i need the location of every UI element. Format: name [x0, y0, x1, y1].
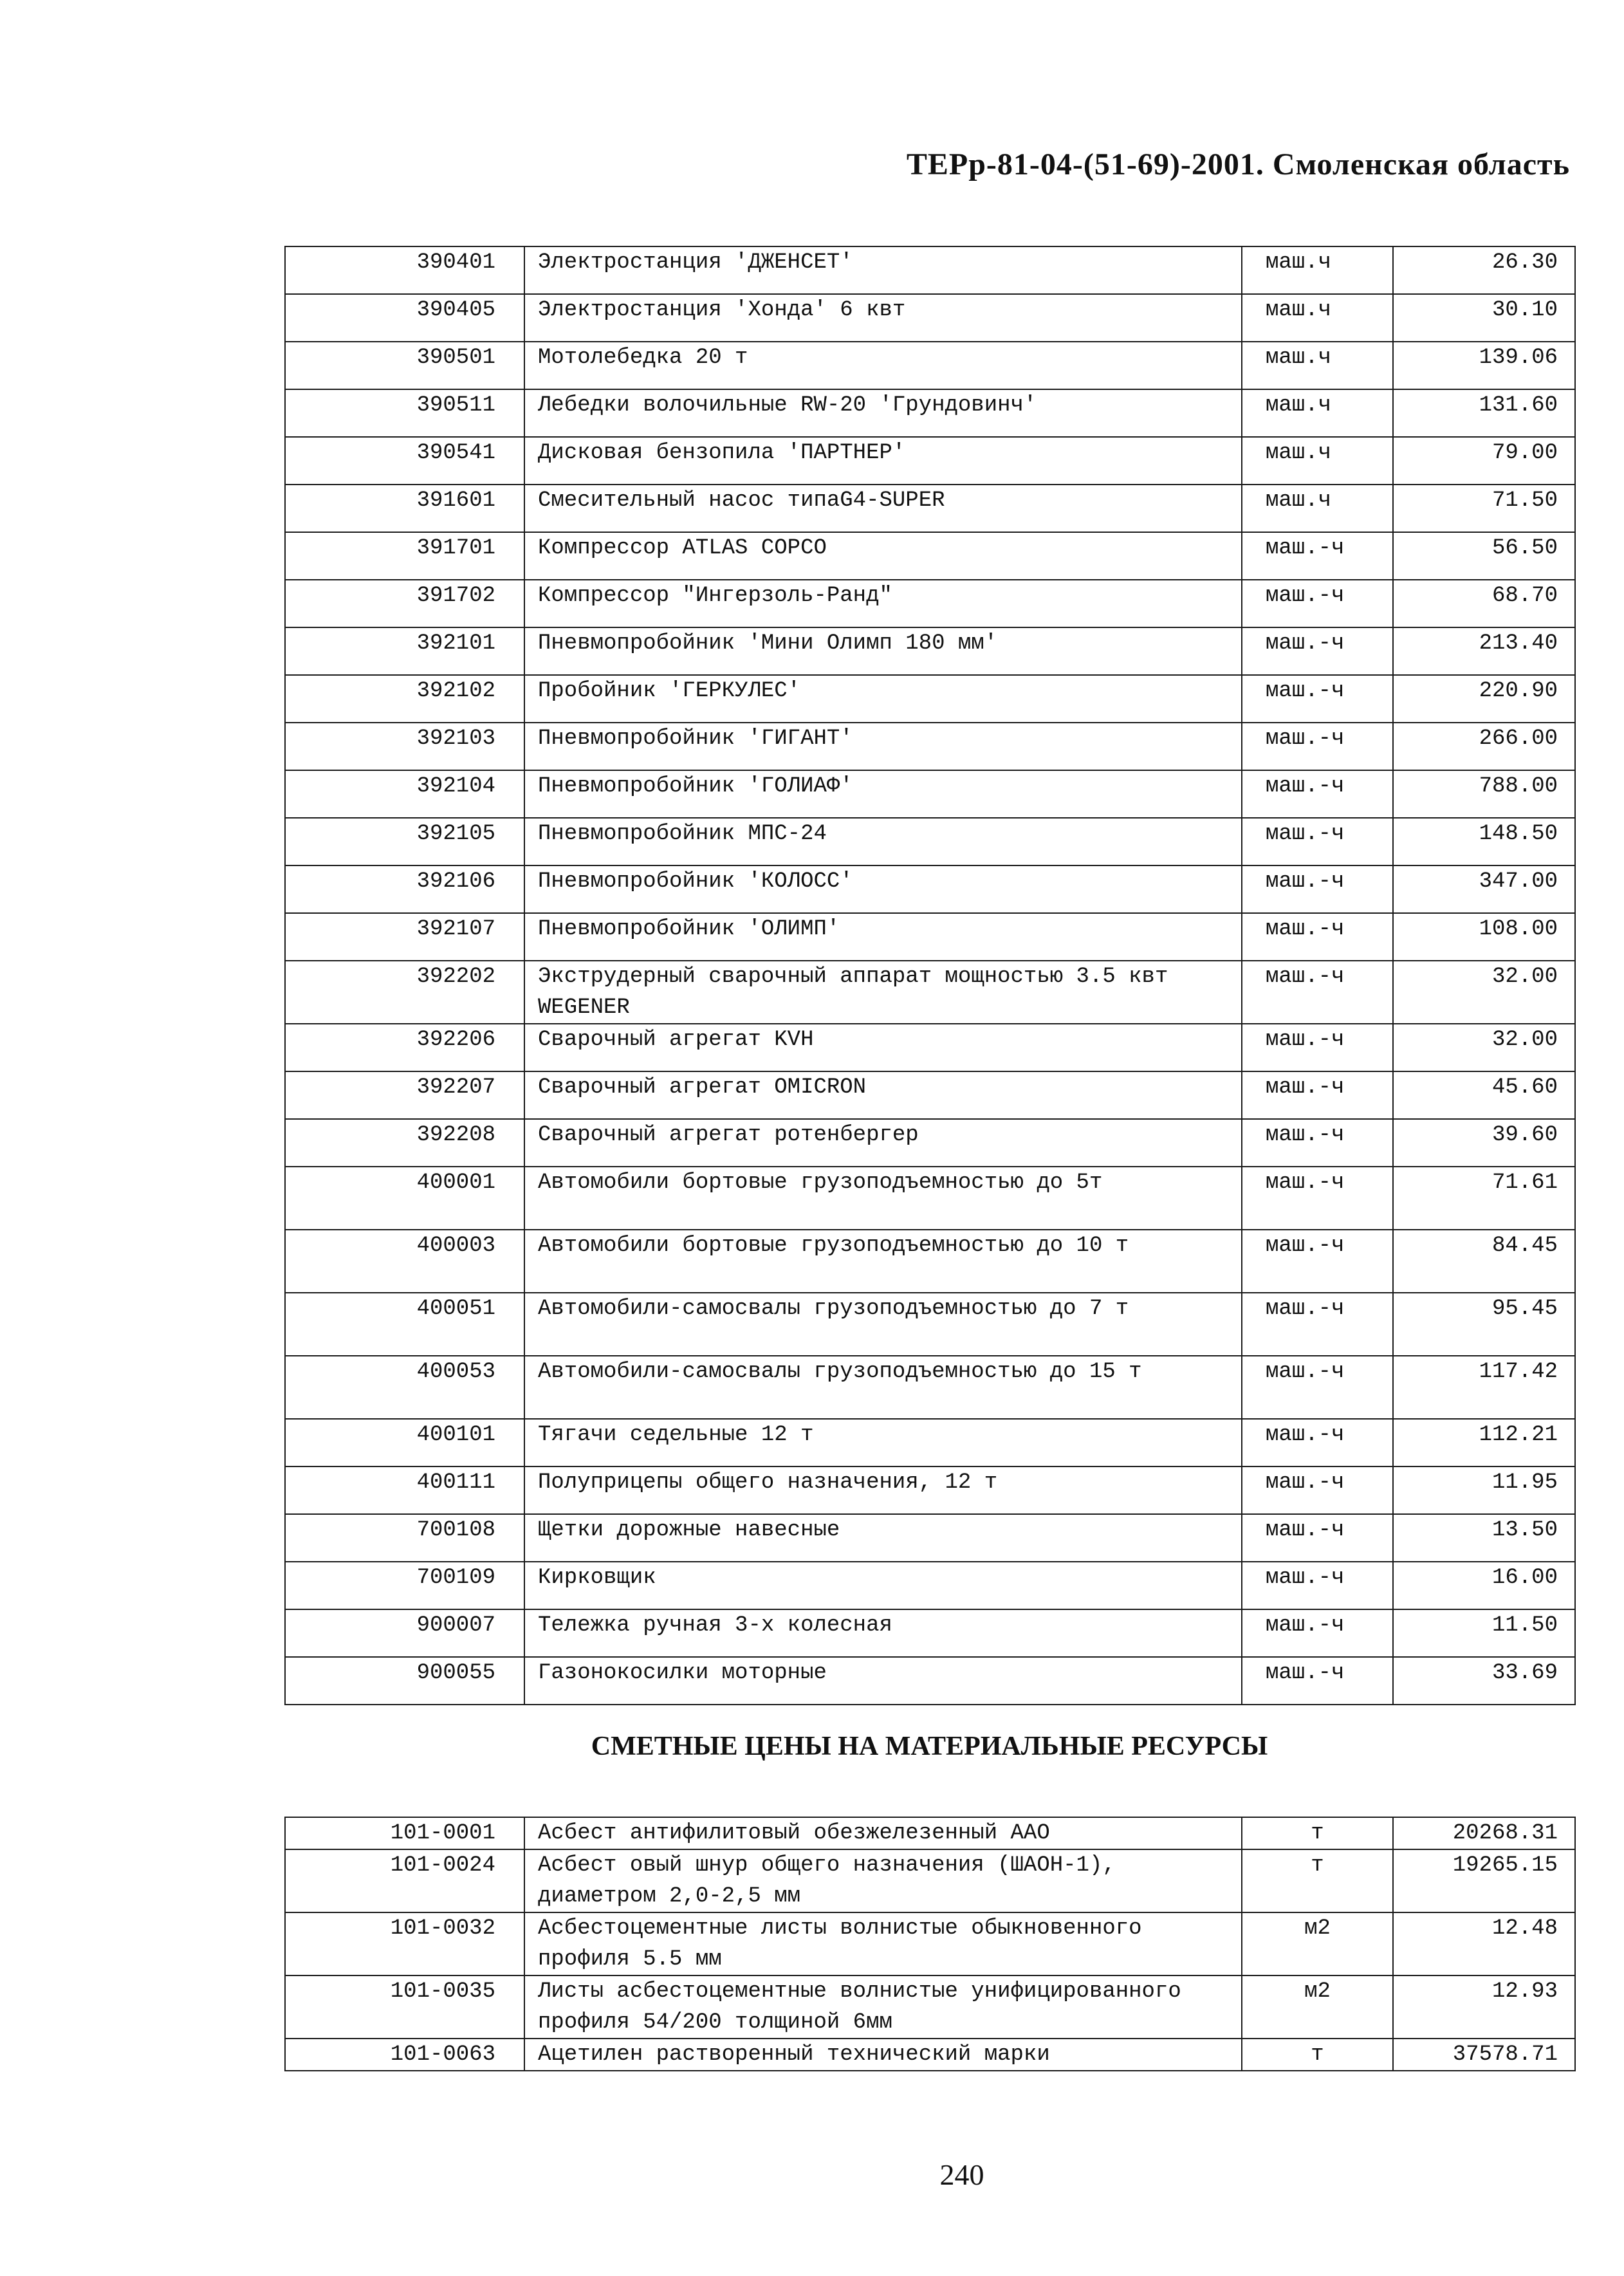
row-code: 390501 — [285, 342, 524, 389]
row-price: 33.69 — [1393, 1657, 1575, 1705]
row-unit: маш.-ч — [1242, 1024, 1393, 1071]
machines-price-table — [284, 246, 1576, 1705]
table-row — [285, 1466, 1575, 1514]
table-row — [285, 1514, 1575, 1562]
row-price: 26.30 — [1393, 246, 1575, 294]
row-unit: маш.-ч — [1242, 627, 1393, 675]
row-unit: маш.-ч — [1242, 961, 1393, 1024]
table-row — [285, 437, 1575, 485]
row-unit: маш.ч — [1242, 389, 1393, 437]
row-price: 12.93 — [1393, 1975, 1575, 2039]
row-name: Пневмопробойник 'ГОЛИАФ' — [524, 770, 1242, 818]
table-row — [285, 1562, 1575, 1609]
page-number: 240 — [939, 2158, 984, 2191]
row-unit: маш.-ч — [1242, 1609, 1393, 1657]
row-unit: маш.-ч — [1242, 1356, 1393, 1419]
row-unit: маш.-ч — [1242, 1562, 1393, 1609]
row-code: 392105 — [285, 818, 524, 865]
row-name: Автомобили-самосвалы грузоподъемностью до 7 т — [524, 1293, 1242, 1356]
row-name: Автомобили бортовые грузоподъемностью до 5т — [524, 1167, 1242, 1230]
row-code: 392206 — [285, 1024, 524, 1071]
row-code: 392107 — [285, 913, 524, 961]
table-row — [285, 532, 1575, 580]
row-code: 700108 — [285, 1514, 524, 1562]
row-unit: маш.ч — [1242, 485, 1393, 532]
row-price: 11.95 — [1393, 1466, 1575, 1514]
row-name: Мотолебедка 20 т — [524, 342, 1242, 389]
row-unit: маш.-ч — [1242, 1230, 1393, 1293]
row-price: 16.00 — [1393, 1562, 1575, 1609]
table-row — [285, 1071, 1575, 1119]
row-price: 11.50 — [1393, 1609, 1575, 1657]
materials-price-table — [284, 1817, 1576, 2071]
document-header: ТЕРр-81-04-(51-69)-2001. Смоленская область — [906, 147, 1570, 181]
row-code: 400111 — [285, 1466, 524, 1514]
row-code: 400001 — [285, 1167, 524, 1230]
table-row — [285, 1024, 1575, 1071]
row-code: 900055 — [285, 1657, 524, 1705]
row-name: Сварочный агрегат ротенбергер — [524, 1119, 1242, 1167]
row-name: Тележка ручная 3-х колесная — [524, 1609, 1242, 1657]
row-price: 95.45 — [1393, 1293, 1575, 1356]
row-unit: маш.-ч — [1242, 1466, 1393, 1514]
row-unit: маш.ч — [1242, 294, 1393, 342]
row-price: 266.00 — [1393, 723, 1575, 770]
row-price: 12.48 — [1393, 1912, 1575, 1975]
row-unit: маш.-ч — [1242, 818, 1393, 865]
row-price: 68.70 — [1393, 580, 1575, 627]
row-code: 101-0001 — [285, 1817, 524, 1849]
row-name: Асбест овый шнур общего назначения (ШАОН-1), диаметром 2,0-2,5 мм — [524, 1849, 1242, 1912]
row-name: Лебедки волочильные RW-20 'Грундовинч' — [524, 389, 1242, 437]
row-code: 392208 — [285, 1119, 524, 1167]
row-name: Компрессор "Ингерзоль-Ранд" — [524, 580, 1242, 627]
table-row — [285, 294, 1575, 342]
row-code: 101-0063 — [285, 2039, 524, 2071]
row-price: 71.50 — [1393, 485, 1575, 532]
row-price: 148.50 — [1393, 818, 1575, 865]
row-price: 71.61 — [1393, 1167, 1575, 1230]
row-code: 101-0035 — [285, 1975, 524, 2039]
row-unit: маш.-ч — [1242, 770, 1393, 818]
table-row — [285, 342, 1575, 389]
table-row — [285, 1817, 1575, 1849]
row-unit: маш.-ч — [1242, 1293, 1393, 1356]
row-price: 45.60 — [1393, 1071, 1575, 1119]
table-row — [285, 1119, 1575, 1167]
row-price: 84.45 — [1393, 1230, 1575, 1293]
row-price: 117.42 — [1393, 1356, 1575, 1419]
table-row — [285, 580, 1575, 627]
row-name: Дисковая бензопила 'ПАРТНЕР' — [524, 437, 1242, 485]
row-code: 392207 — [285, 1071, 524, 1119]
row-code: 391601 — [285, 485, 524, 532]
row-unit: м2 — [1242, 1912, 1393, 1975]
row-name: Кирковщик — [524, 1562, 1242, 1609]
row-unit: маш.-ч — [1242, 1514, 1393, 1562]
table-row — [285, 1356, 1575, 1419]
row-price: 20268.31 — [1393, 1817, 1575, 1849]
table-row — [285, 1609, 1575, 1657]
row-unit: маш.ч — [1242, 342, 1393, 389]
row-name: Электростанция 'ДЖЕНСЕТ' — [524, 246, 1242, 294]
section-title: СМЕТНЫЕ ЦЕНЫ НА МАТЕРИАЛЬНЫЕ РЕСУРСЫ — [591, 1732, 1268, 1761]
row-unit: т — [1242, 1849, 1393, 1912]
row-price: 32.00 — [1393, 961, 1575, 1024]
row-price: 32.00 — [1393, 1024, 1575, 1071]
table-row — [285, 770, 1575, 818]
row-code: 391701 — [285, 532, 524, 580]
row-unit: маш.-ч — [1242, 723, 1393, 770]
row-code: 390405 — [285, 294, 524, 342]
row-name: Ацетилен растворенный технический марки — [524, 2039, 1242, 2071]
row-code: 392202 — [285, 961, 524, 1024]
row-name: Электростанция 'Хонда' 6 квт — [524, 294, 1242, 342]
table-row — [285, 961, 1575, 1024]
table-row — [285, 1849, 1575, 1912]
row-name: Пневмопробойник 'КОЛОСС' — [524, 865, 1242, 913]
table-row — [285, 675, 1575, 723]
table-row — [285, 627, 1575, 675]
row-unit: т — [1242, 1817, 1393, 1849]
table-row — [285, 1975, 1575, 2039]
row-code: 390511 — [285, 389, 524, 437]
row-code: 700109 — [285, 1562, 524, 1609]
row-name: Сварочный агрегат OMICRON — [524, 1071, 1242, 1119]
row-name: Автомобили бортовые грузоподъемностью до 10 т — [524, 1230, 1242, 1293]
row-price: 108.00 — [1393, 913, 1575, 961]
row-code: 392101 — [285, 627, 524, 675]
row-unit: маш.-ч — [1242, 1419, 1393, 1466]
table-row — [285, 246, 1575, 294]
row-name: Пневмопробойник 'ГИГАНТ' — [524, 723, 1242, 770]
row-price: 13.50 — [1393, 1514, 1575, 1562]
row-code: 390401 — [285, 246, 524, 294]
row-code: 392103 — [285, 723, 524, 770]
row-price: 220.90 — [1393, 675, 1575, 723]
row-name: Тягачи седельные 12 т — [524, 1419, 1242, 1466]
row-unit: маш.-ч — [1242, 532, 1393, 580]
table-row — [285, 913, 1575, 961]
row-name: Автомобили-самосвалы грузоподъемностью до 15 т — [524, 1356, 1242, 1419]
row-price: 39.60 — [1393, 1119, 1575, 1167]
row-code: 400101 — [285, 1419, 524, 1466]
row-code: 391702 — [285, 580, 524, 627]
table-row — [285, 1230, 1575, 1293]
row-code: 400053 — [285, 1356, 524, 1419]
row-name: Компрессор ATLAS COPCO — [524, 532, 1242, 580]
row-price: 30.10 — [1393, 294, 1575, 342]
table-row — [285, 1657, 1575, 1705]
table-row — [285, 865, 1575, 913]
table-row — [285, 1293, 1575, 1356]
row-price: 213.40 — [1393, 627, 1575, 675]
row-price: 79.00 — [1393, 437, 1575, 485]
row-price: 112.21 — [1393, 1419, 1575, 1466]
row-code: 400051 — [285, 1293, 524, 1356]
table-row — [285, 2039, 1575, 2071]
row-name: Пневмопробойник МПС-24 — [524, 818, 1242, 865]
row-code: 400003 — [285, 1230, 524, 1293]
row-price: 56.50 — [1393, 532, 1575, 580]
row-name: Асбестоцементные листы волнистые обыкновенного профиля 5.5 мм — [524, 1912, 1242, 1975]
row-price: 347.00 — [1393, 865, 1575, 913]
table-row — [285, 1419, 1575, 1466]
row-name: Пробойник 'ГЕРКУЛЕС' — [524, 675, 1242, 723]
row-name: Листы асбестоцементные волнистые унифицированного профиля 54/200 толщиной 6мм — [524, 1975, 1242, 2039]
row-code: 390541 — [285, 437, 524, 485]
row-code: 101-0024 — [285, 1849, 524, 1912]
table-row — [285, 723, 1575, 770]
row-code: 392106 — [285, 865, 524, 913]
table-row — [285, 1167, 1575, 1230]
row-name: Экструдерный сварочный аппарат мощностью 3.5 квт WEGENER — [524, 961, 1242, 1024]
row-price: 788.00 — [1393, 770, 1575, 818]
row-name: Щетки дорожные навесные — [524, 1514, 1242, 1562]
table-row — [285, 389, 1575, 437]
row-name: Асбест антифилитовый обезжелезенный ААО — [524, 1817, 1242, 1849]
row-unit: маш.-ч — [1242, 1167, 1393, 1230]
table-row — [285, 485, 1575, 532]
row-unit: маш.ч — [1242, 246, 1393, 294]
row-unit: маш.-ч — [1242, 1657, 1393, 1705]
row-price: 37578.71 — [1393, 2039, 1575, 2071]
row-unit: маш.-ч — [1242, 913, 1393, 961]
row-name: Полуприцепы общего назначения, 12 т — [524, 1466, 1242, 1514]
row-code: 900007 — [285, 1609, 524, 1657]
row-name: Пневмопробойник 'ОЛИМП' — [524, 913, 1242, 961]
row-unit: м2 — [1242, 1975, 1393, 2039]
table-row — [285, 818, 1575, 865]
row-unit: маш.-ч — [1242, 865, 1393, 913]
row-name: Смесительный насос типаG4-SUPER — [524, 485, 1242, 532]
row-unit: маш.ч — [1242, 437, 1393, 485]
row-code: 392102 — [285, 675, 524, 723]
row-price: 139.06 — [1393, 342, 1575, 389]
row-unit: маш.-ч — [1242, 580, 1393, 627]
row-unit: маш.-ч — [1242, 675, 1393, 723]
row-unit: маш.-ч — [1242, 1119, 1393, 1167]
row-price: 19265.15 — [1393, 1849, 1575, 1912]
table-row — [285, 1912, 1575, 1975]
row-code: 101-0032 — [285, 1912, 524, 1975]
row-price: 131.60 — [1393, 389, 1575, 437]
row-name: Газонокосилки моторные — [524, 1657, 1242, 1705]
row-unit: т — [1242, 2039, 1393, 2071]
row-code: 392104 — [285, 770, 524, 818]
row-unit: маш.-ч — [1242, 1071, 1393, 1119]
row-name: Пневмопробойник 'Мини Олимп 180 мм' — [524, 627, 1242, 675]
row-name: Сварочный агрегат KVH — [524, 1024, 1242, 1071]
